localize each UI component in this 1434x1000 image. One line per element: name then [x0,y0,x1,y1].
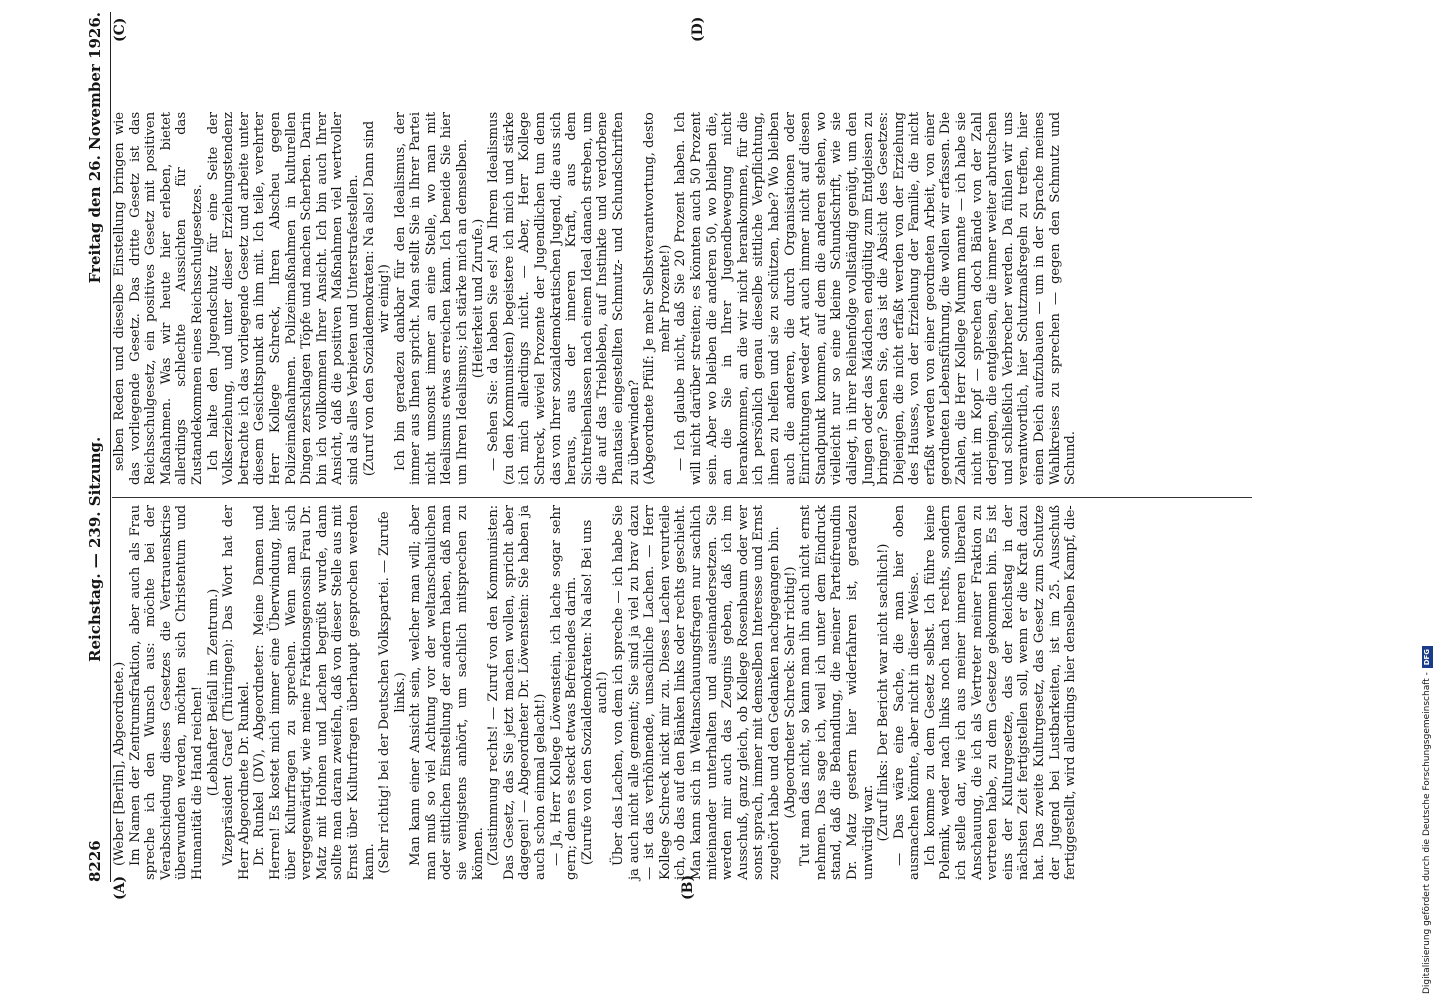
left-column-paragraph: (Zurufe von den Sozialdemokraten: Na also! Bei uns auch!) [579,519,611,866]
margin-letter-c: (C) [112,17,128,42]
margin-letter-b: (B) [680,874,696,900]
left-column-paragraph: — Ja, Herr Kollege Löwenstein, ich lache sogar sehr gern; denn es steckt etwas Befreiendes darin. [548,505,580,880]
left-column-paragraph: — Das wäre eine Sache, die man hier oben ausmachen könnte, aber nicht in dieser Weise. [891,505,923,880]
margin-letter-a: (A) [112,875,128,900]
left-column-paragraph: Über das Lachen, von dem ich spreche — ich habe Sie ja auch nicht alle gemeint; Sie sind ja viel zu brav dazu — ist das verhöhnende, unsachliche Lachen. — Herr Kollege Schreck nickt mir zu. Dieses Lachen verurteile ich, ob das auf den Bänken links oder rechts geschieht. Man kann sich in Weltanschauungsfragen nur sachlich miteinander unterhalten und auseinandersetzen. Sie werden mir auch das Zeugnis geben, daß ich im Ausschuß, ganz gleich, ob Kollege Rosenbaum oder wer sonst sprach, immer mit demselben Interesse und Ernst zugehört habe und den Gedanken nachgegangen bin. [611,505,782,880]
left-column-paragraph: (Zustimmung rechts! — Zuruf von den Kommunisten: Das Gesetz, das Sie jetzt machen wollen, spricht aber dagegen! — Abgeordneter Dr. Löwenstein: Sie haben ja auch schon einmal gelacht!) [486,505,549,880]
margin-letter-d: (D) [690,16,706,42]
left-column-paragraph: (Lebhafter Beifall im Zentrum.) [205,588,221,797]
right-column-paragraph: selben Reden und dieselbe Einstellung bringen wie das vorliegende Gesetz. Das dritte Gesetz ist das Reichsschulgesetz, ein positives Gesetz mit positiven Maßnahmen. Was wir heute hier erleben, bietet allerdings schlechte Aussichten für das Zustandekommen eines Reichsschulgesetzes. [112,112,205,485]
right-column [112,112,1079,485]
left-column [112,505,1079,880]
footer-credit: Digitalisierung gefördert durch die Deutsche Forschungsgemeinschaft - [1422,672,1432,994]
left-column-paragraph: (Zuruf links: Der Bericht war nicht sachlich!) [876,543,892,842]
left-column-paragraph: (Weber [Berlin], Abgeordnete.) [112,661,127,866]
dfg-logo: DFG [1422,646,1433,668]
right-column-paragraph: (Heiterkeit und Zurufe.) [470,218,486,379]
session-title: Reichstag. — 239. Sitzung. [86,436,104,662]
right-column-paragraph: — Ich glaube nicht, daß Sie 20 Prozent haben. Ich will nicht darüber streiten; es könnten auch 50 Prozent sein. Aber wo bleiben die anderen 50, wo bleiben die, an die Sie in Ihrer Jugendbewegung nicht herankommen, an die wir nicht herankommen, für die ich persönlich genau dieselbe sittliche Verpflichtung, ihnen zu helfen und sie zu schützen, habe? Wo bleiben auch die anderen, die durch Organisationen oder Einrichtungen weder Art auch immer nicht auf diesen Standpunkt kommen, auf dem die anderen stehen, wo vielleicht nur so eine kleine Schundschrift, wie sie daliegt, in ihrer Reihenfolge vollständig genügt, um den Jungen oder das Mädchen endgültig zum Entgleisen zu bringen? Sehen Sie, das ist die Absicht des Gesetzes: Diejenigen, die nicht erfaßt werden von der Erziehung des Hauses, von der Erziehung der Familie, die nicht erfaßt werden von einer geordneten Arbeit, von einer geordneten Lebensführung, die wollen wir erfassen. Die Zahlen, die Herr Kollege Mumm nannte — ich habe sie nicht im Kopf — sprechen doch Bände von der Zahl derjenigen, die entgleisen, die immer weiter abrutschen und schließlich Verbrecher werden. Da fühlen wir uns verantwortlich, hier Schutzmaßregeln zu treffen, hier einen Deich aufzubauen — um in der Sprache meines Wahlkreises zu sprechen — gegen den Schmutz und Schund. [673,112,1079,485]
left-column-paragraph: Ich komme zu dem Gesetz selbst. Ich führe keine Polemik, weder nach links noch nach rechts, sondern ich stelle dar, wie ich aus meiner inneren liberalen Anschauung, die ich als Vertreter meiner Fraktion zu vertreten habe, zu dem Gesetze gekommen bin. Es ist eins der Kulturgesetze, das der Reichstag in der nächsten Zeit fertigstellen soll, wenn er die Kraft dazu hat. Das zweite Kulturgesetz, das Gesetz zum Schutze der Jugend bei Lustbarkeiten, ist im 25. Ausschuß fertiggestellt, wird allerdings hier denselben Kampf, die- [922,505,1079,880]
left-column-paragraph: Vizepräsident Graef (Thüringen): Das Wort hat der Herr Abgeordnete Dr. Runkel. [221,505,252,880]
left-column-paragraph: (Sehr richtig! bei der Deutschen Volkspartei. — Zurufe links.) [377,511,408,874]
session-date: Freitag den 26. November 1926. [86,12,104,284]
right-column-paragraph: (Abgeordnete Pfülf: Je mehr Selbstverantwortung, desto mehr Prozente!) [642,112,673,485]
header-rule [110,12,111,882]
left-column-paragraph: Im Namen der Zentrumsfraktion, aber auch als Frau spreche ich den Wunsch aus: möchte bei der Verabschiedung dieses Gesetzes die Vertrauenskrise überwunden werden, möchten sich Christentum und Humanität die Hand reichen! [127,505,205,880]
page-header [86,12,110,882]
left-column-paragraph: Tut man das nicht, so kann man ihn auch nicht ernst nehmen. Das sage ich, weil ich unter dem Eindruck stand, daß die Behandlung, die meiner Parteifreundin Dr. Matz gestern hier widerfahren ist, geradezu unwürdig war. [798,505,876,880]
page-number: 8226 [86,840,104,882]
column-divider [112,497,1252,498]
right-column-paragraph: Ich bin geradezu dankbar für den Idealismus, der immer aus Ihnen spricht. Man stellt Sie in Ihrer Partei nicht umsonst immer an eine Stelle, wo man mit Idealismus etwas erreichen kann. Ich beneide Sie hier um Ihren Idealismus; ich stärke mich an demselben. [392,112,471,485]
right-column-paragraph: — Sehen Sie: da haben Sie es! An Ihrem Idealismus (zu den Kommunisten) begeistere ich mich und stärke ich mich allerdings nicht. — Aber, Herr Kollege Schreck, wieviel Prozente der Jugendlichen tun denn das von Ihrer sozialdemokratischen Jugend, die aus sich heraus, aus der inneren Kraft, aus dem Sichtreibenlassen nach einem Ideal danach streben, um die auf das Triebleben, auf Instinkte und verdorbene Phantasie eingestellten Schmutz- und Schundschriften zu überwinden? [486,112,642,485]
left-column-paragraph: Dr. Runkel (DV), Abgeordneter: Meine Damen und Herren! Es kostet mich immer eine Überwindung, hier über Kulturfragen zu sprechen. Wenn man sich vergegenwärtigt, wie meine Fraktionsgenossin Frau Dr. Matz mit Hohnen und Lachen begrüßt wurde, dann sollte man daran zweifeln, daß von dieser Stelle aus mit Ernst über Kulturfragen überhaupt gesprochen werden kann. [252,505,377,880]
right-column-paragraph: Ich halte den Jugendschutz für eine Seite der Volkserziehung, und unter dieser Erziehungstendenz betrachte ich das vorliegende Gesetz und arbeite unter diesem Gesichtspunkt an ihm mit. Ich teile, verehrter Herr Kollege Schreck, Ihren Abscheu gegen Polizeimaßnahmen. Polizeimaßnahmen in kulturellen Dingen zerschlagen Töpfe und machen Scherben. Darin bin ich vollkommen Ihrer Ansicht. Ich bin auch Ihrer Ansicht, daß die positiven Maßnahmen viel wertvoller sind als alles Verbieten und Unterstrafestellen. [205,112,361,485]
page-footer [1420,0,1434,1000]
left-column-paragraph: Man kann einer Ansicht sein, welcher man will; aber man muß so viel Achtung vor der weltanschaulichen oder sittlichen Einstellung der andern haben, daß man sie wenigstens anhört, um sachlich mitsprechen zu können. [408,505,486,880]
right-column-paragraph: (Zuruf von den Sozialdemokraten: Na also! Dann sind wir einig!) [361,120,393,477]
left-column-paragraph: (Abgeordneter Schreck: Sehr richtig!) [782,566,798,819]
